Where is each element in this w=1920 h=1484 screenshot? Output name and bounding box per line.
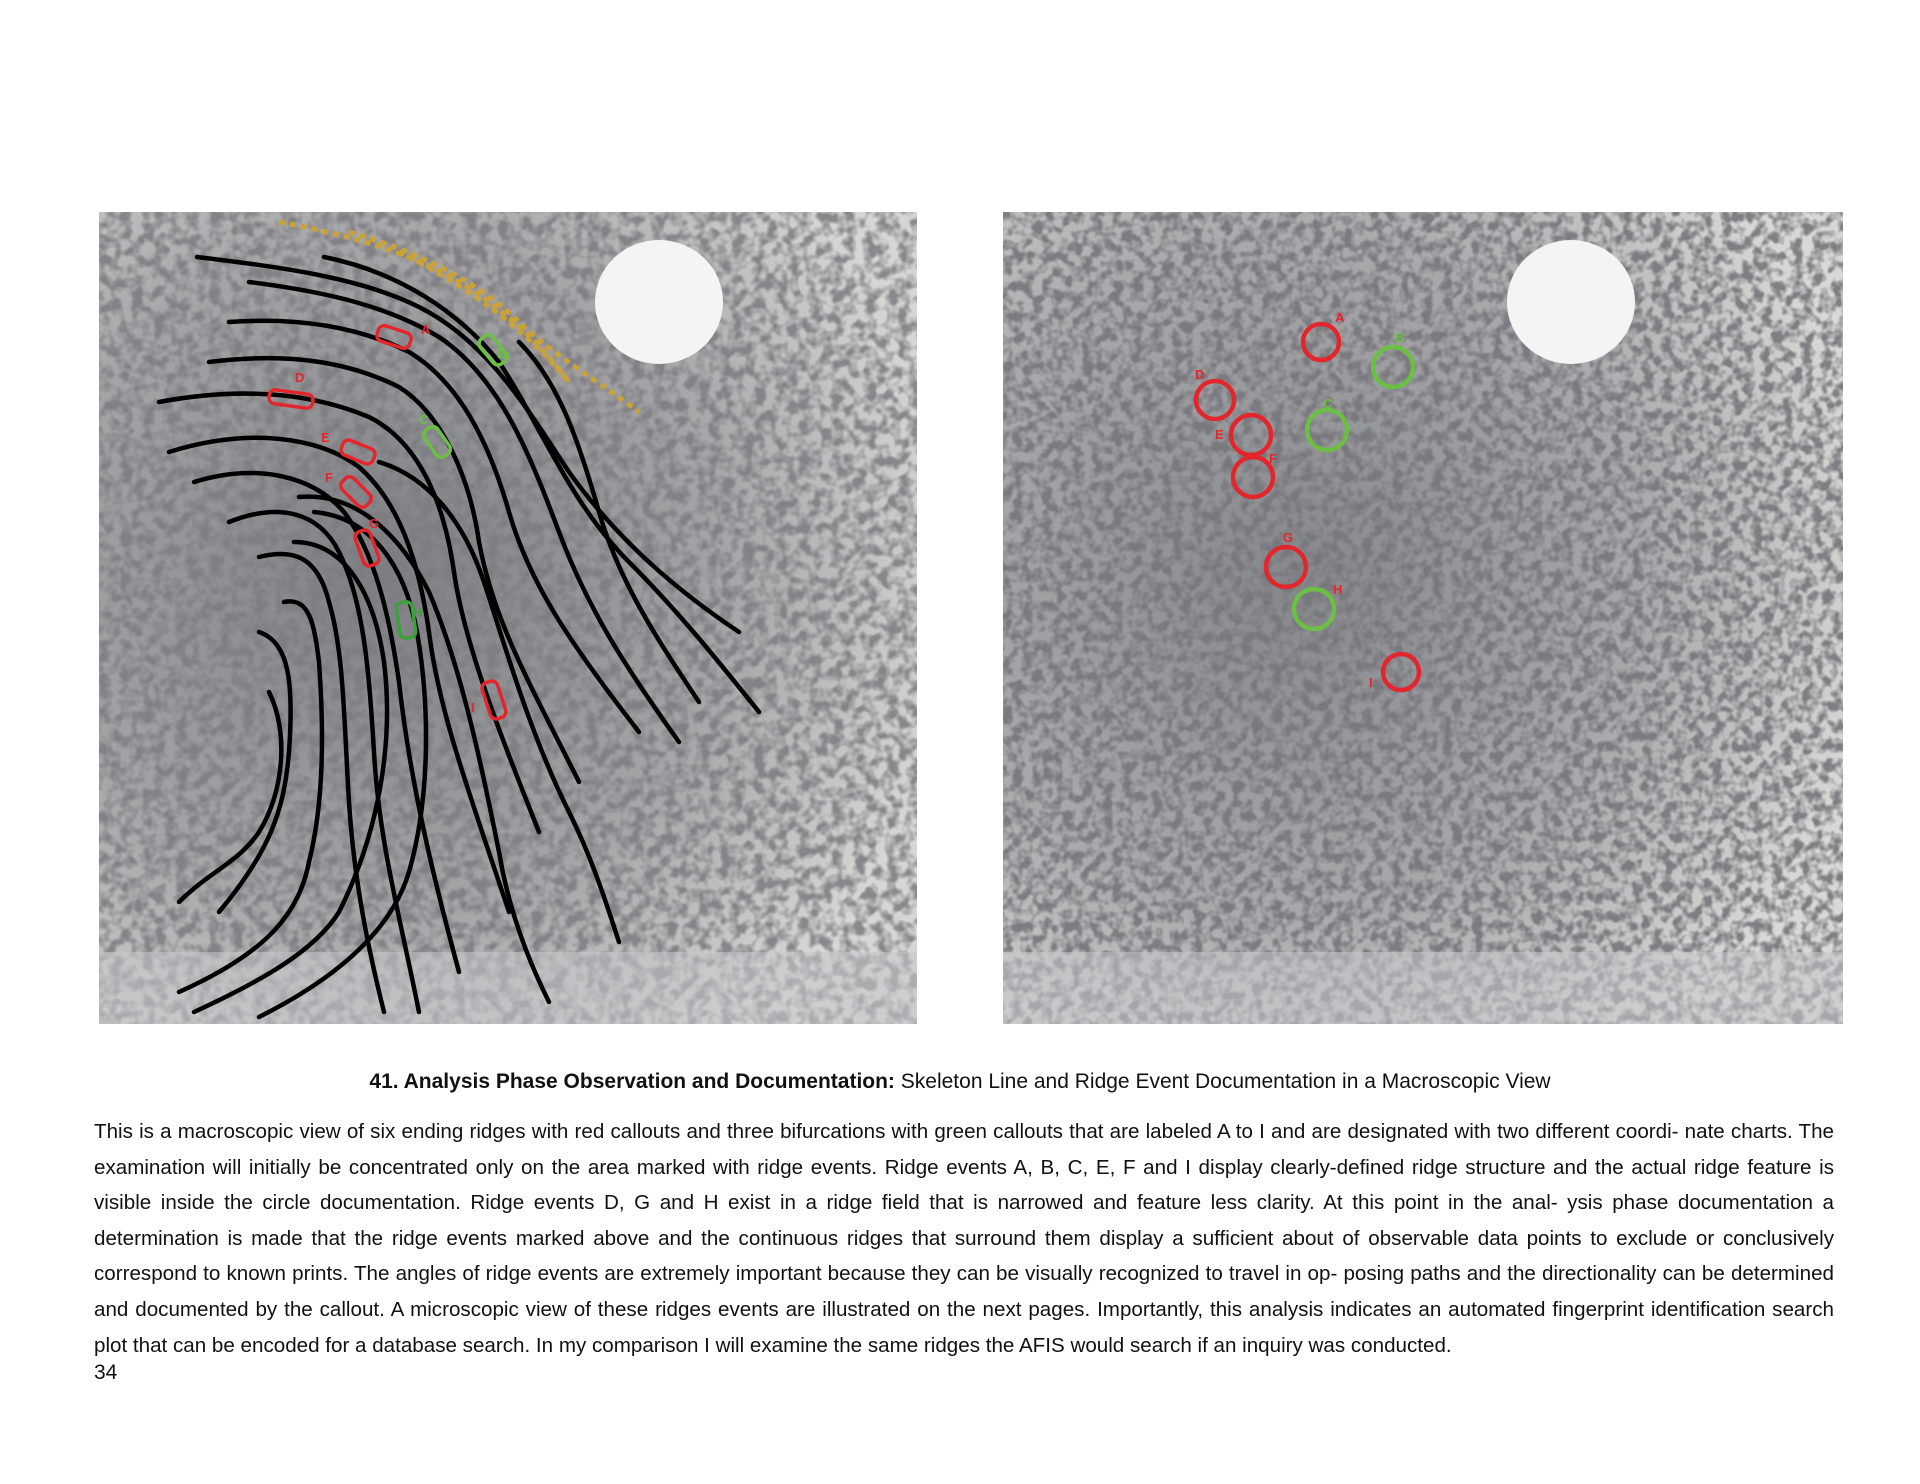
caption-title: 41. Analysis Phase Observation and Documentation: (369, 1070, 895, 1093)
label-G: G (369, 516, 380, 531)
figure-skeleton-lines (99, 212, 917, 1024)
figure-caption (0, 1068, 1920, 1096)
label-D: D (1195, 367, 1205, 382)
label-I: I (471, 700, 475, 715)
label-A: A (421, 322, 431, 337)
label-C: C (1323, 396, 1333, 411)
caption-subtitle: Skeleton Line and Ridge Event Documentation in a Macroscopic View (894, 1070, 1551, 1093)
label-B: B (1395, 330, 1405, 345)
label-E: E (1215, 427, 1224, 442)
label-H: H (413, 605, 423, 620)
label-A: A (1335, 310, 1345, 325)
figure-circle-documentation (1003, 212, 1843, 1024)
label-G: G (1283, 530, 1294, 545)
white-dot-marker (1507, 240, 1635, 364)
label-F: F (1269, 451, 1277, 466)
white-dot-marker (595, 240, 723, 364)
label-E: E (321, 430, 330, 445)
label-F: F (325, 470, 333, 485)
label-I: I (1369, 675, 1373, 690)
label-H: H (1333, 582, 1343, 597)
body-paragraph: This is a macroscopic view of six ending ridges with red callouts and three bifurcations with green callouts that are labeled A to I and are designated with two different coordi- nate charts. The examination will initially be concentrated only on the area marked with ridge events. Ridge events A, B, C, E, F and I display clearly-defined ridge structure and the actual ridge feature is visible inside the circle documentation. Ridge events D, G and H exist in a ridge field that is narrowed and feature less clarity. At this point in the anal- ysis phase documentation a determination is made that the ridge events marked above and the continuous ridges that surround them display a sufficient about of observable data points to exclude or conclusively correspond to known prints. The angles of ridge events are extremely important because they can be visually recognized to travel in op- posing paths and the directionality can be determined and documented by the callout. A microscopic view of these ridges events are illustrated on the next pages. Importantly, this analysis indicates an automated fingerprint identification search plot that can be encoded for a database search. In my comparison I will examine the same ridges the AFIS would search if an inquiry was conducted. (94, 1120, 1834, 1357)
label-B: B (497, 346, 507, 361)
label-C: C (419, 412, 429, 427)
page-number: 34 (94, 1361, 118, 1384)
label-D: D (295, 370, 305, 385)
